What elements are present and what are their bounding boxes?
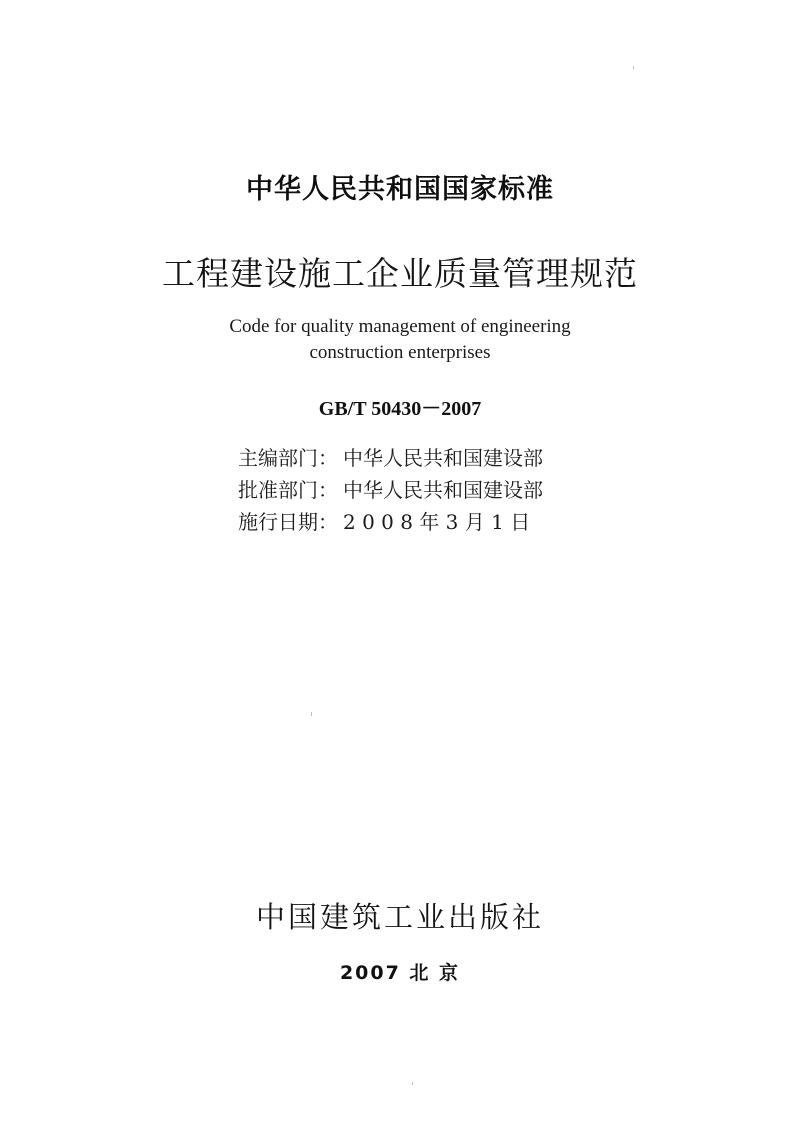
document-title-english [0, 314, 800, 366]
publisher-name: 中国建筑工业出版社 [255, 900, 544, 934]
approver-row [238, 474, 543, 506]
scan-speck [311, 712, 312, 716]
editor-value: 中华人民共和国建设部 [343, 446, 543, 470]
standard-metadata [238, 442, 543, 538]
standard-code: GB/T 50430－2007 [318, 398, 482, 420]
scan-speck [412, 1082, 413, 1085]
national-standard-heading: 中华人民共和国国家标准 [246, 174, 554, 205]
scan-speck [633, 66, 634, 69]
editor-row [238, 442, 543, 474]
effective-date-row [238, 506, 543, 538]
effective-date-value: 2 0 0 8 年 3 月 1 日 [343, 510, 531, 534]
english-title-line-1: Code for quality management of engineering [229, 316, 571, 337]
editor-label: 主编部门： [238, 446, 338, 470]
approver-label: 批准部门： [238, 478, 338, 502]
publication-year-place: 2007 北 京 [339, 962, 461, 984]
document-title-chinese: 工程建设施工企业质量管理规范 [162, 254, 638, 293]
english-title-line-2: construction enterprises [309, 342, 491, 363]
effective-date-label: 施行日期： [238, 510, 338, 534]
approver-value: 中华人民共和国建设部 [343, 478, 543, 502]
